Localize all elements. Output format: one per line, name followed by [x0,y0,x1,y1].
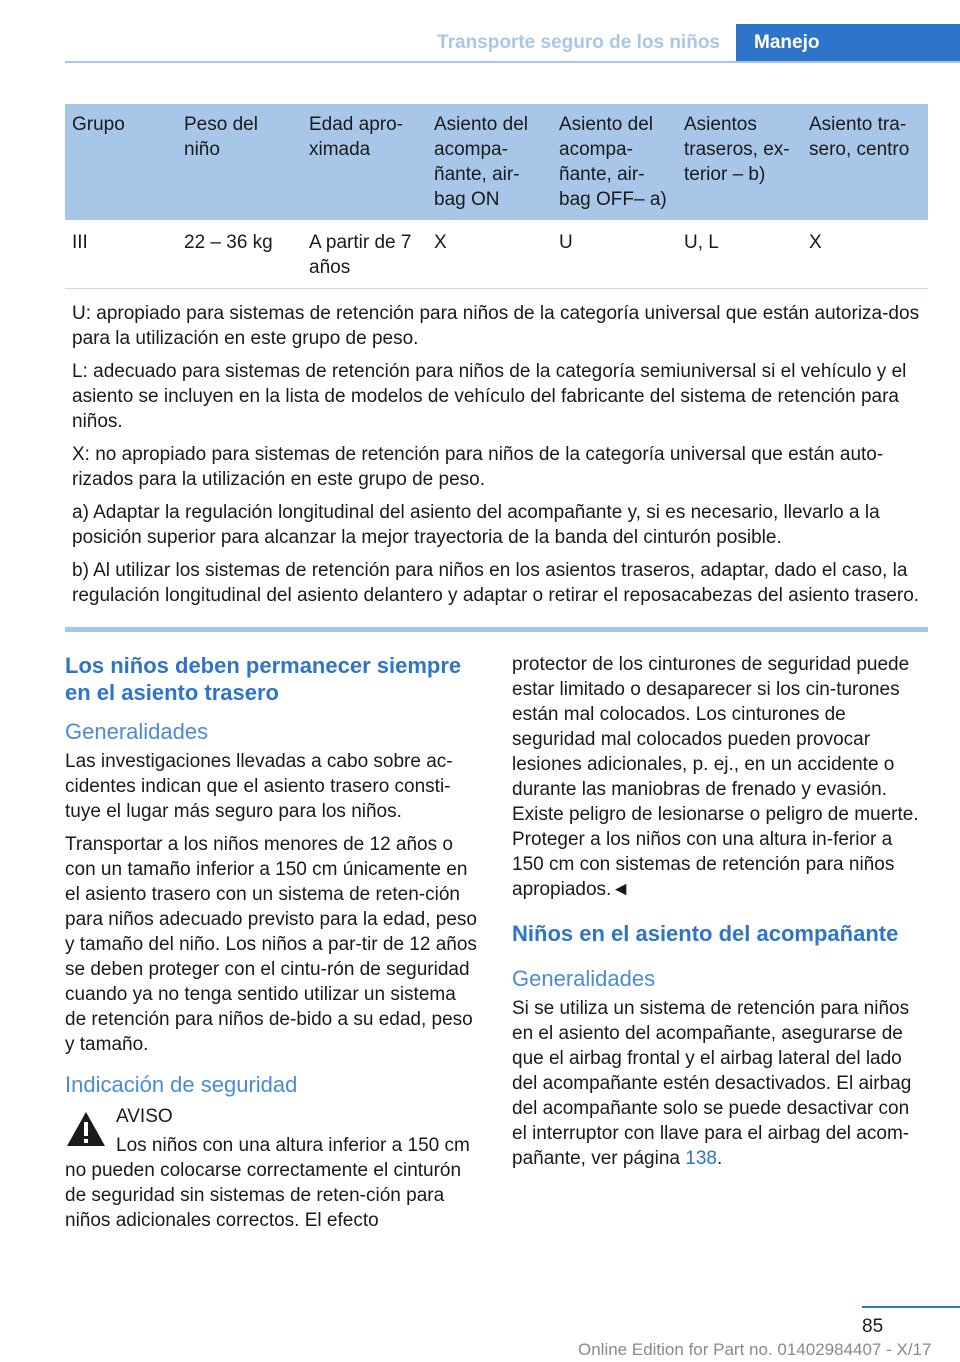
table-row [65,220,928,289]
table-cell: 22 – 36 kg [177,220,302,289]
table-cell: X [802,220,928,289]
paragraph-text: Si se utiliza un sistema de retención para niños en el asiento del acompañante, asegurarse de que el airbag frontal y el airbag lateral del lado del acompañante estén desactivados. El airbag del acompañante solo se puede desactivar con el interruptor con llave para el airbag del acom-pañante, ver página [512,998,912,1169]
table-notes [65,289,928,621]
table-cell: U, L [677,220,802,289]
note-u: U: apropiado para sistemas de retención para niños de la categoría universal que están autoriza-dos para la utilización en este grupo de peso. [72,303,920,349]
page-link[interactable]: 138 [685,1148,717,1169]
paragraph-end: . [716,1148,723,1169]
column-header-rear-outer: Asientos traseros, ex-terior – b) [677,104,802,220]
column-header-passenger-airbag-on: Asiento del acompa-ñante, air-bag ON [427,104,552,220]
general-subheading: Generalidades [512,966,656,991]
table-cell: III [65,220,177,289]
warning-block [65,1104,477,1233]
paragraph [512,996,928,1171]
general-subheading: Generalidades [65,719,209,744]
table-notes-row [65,289,928,621]
safety-subheading: Indicación de seguridad [65,1072,298,1097]
right-column [512,652,928,1179]
footer-rule [862,1306,960,1308]
column-header-passenger-airbag-off: Asiento del acompa-ñante, air-bag OFF– a) [552,104,677,220]
column-header-age: Edad apro-ximada [302,104,427,220]
warning-continuation: protector de los cinturones de seguridad puede estar limitado o desaparecer si los cin-turones están mal colocados. Los cinturones de seguridad mal colocados pueden provocar lesiones adicionales, p. ej., en un accidente o durante las maniobras de frenado y evasión. Existe peligro de lesionarse o peligro de muerte. Proteger a los niños con una altura in-ferior a 150 cm con sistemas de retención para niños apropiados.◄ [512,654,919,900]
table-cell: U [552,220,677,289]
passenger-seat-heading: Niños en el asiento del acompañante [512,921,899,946]
rear-seat-heading: Los niños deben permanecer siempre en el asiento trasero [65,653,462,705]
note-x: X: no apropiado para sistemas de retención para niños de la categoría universal que están auto-rizados para la utilización en este grupo de peso. [72,444,884,490]
column-header-group: Grupo [65,104,177,220]
left-column [65,652,477,1233]
chapter-tab[interactable]: Manejo [736,24,960,62]
column-header-rear-center: Asiento tra-sero, centro [802,104,928,220]
warning-title: AVISO [116,1106,173,1127]
note-a: a) Adaptar la regulación longitudinal del asiento del acompañante y, si es necesario, llevarlo a la posición superior para alcanzar la mejor trayectoria de la banda del cinturón posible. [72,502,880,548]
paragraph: Transportar a los niños menores de 12 años o con un tamaño inferior a 150 cm únicamente en el asiento trasero con un sistema de reten-ción para niños adecuado previsto para la edad, peso y tamaño del niño. Los niños a par-tir de 12 años se deben proteger con el cintu-rón de seguridad cuando ya no tenga sentido utilizar un sistema de retención para niños de-bido a su edad, peso y tamaño. [65,834,477,1055]
warning-triangle-icon [65,1110,107,1148]
note-b: b) Al utilizar los sistemas de retención para niños en los asientos traseros, adaptar, dado el caso, la regulación longitudinal del asiento delantero y adaptar o retirar el reposacabezas del asiento trasero. [72,560,920,606]
section-title: Transporte seguro de los niños [437,32,720,53]
table-end-rule [65,627,928,632]
edition-footer: Online Edition for Part no. 01402984407 - X/17 [578,1340,932,1359]
header-rule [65,61,960,63]
note-l: L: adecuado para sistemas de retención para niños de la categoría semiuniversal si el vehículo y el asiento se incluyen en la lista de modelos de vehículo del fabricante del sistema de retención para niños. [72,361,907,432]
warning-text: Los niños con una altura inferior a 150 cm no pueden colocarse correctamente el cinturón de seguridad sin sistemas de reten-ción para niños adicionales correctos. El efecto [65,1135,470,1231]
table-cell: A partir de 7 años [302,220,427,289]
child-seat-table [65,104,928,620]
page-header [0,0,960,62]
column-header-weight: Peso del niño [177,104,302,220]
page-number: 85 [862,1316,884,1337]
table-header-row [65,104,928,220]
table-cell: X [427,220,552,289]
paragraph: Las investigaciones llevadas a cabo sobre ac-cidentes indican que el asiento trasero consti-tuye el lugar más seguro para los niños. [65,751,453,822]
